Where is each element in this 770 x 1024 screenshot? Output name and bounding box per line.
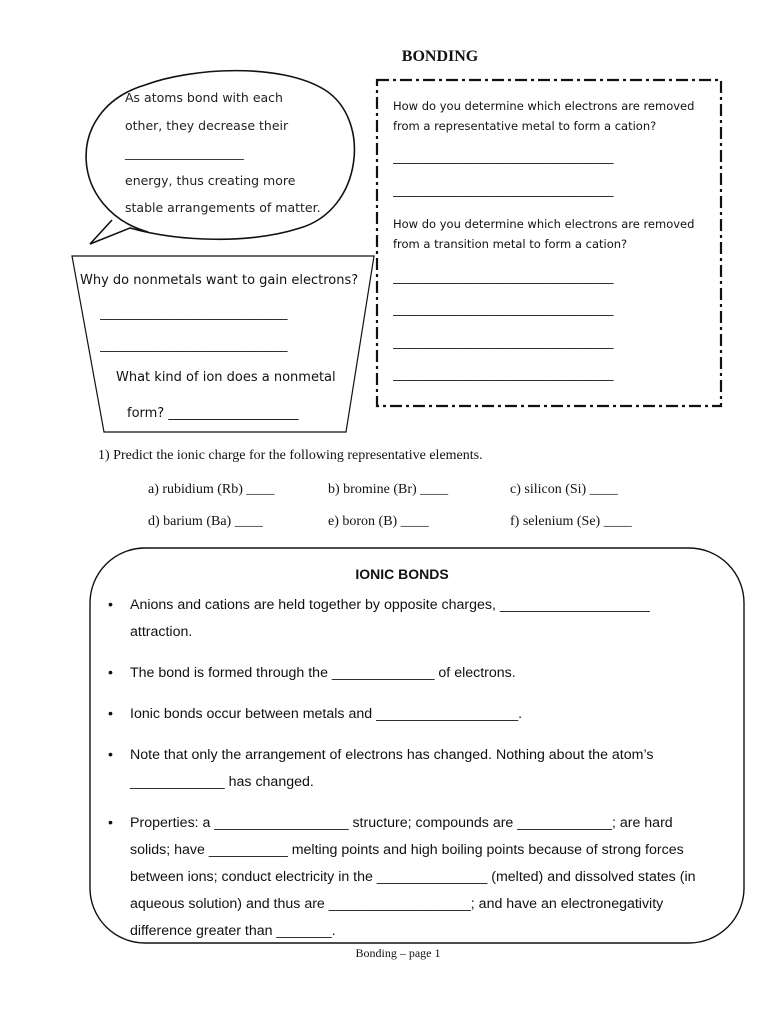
nonmetal-ion-question: What kind of ion does a nonmetal xyxy=(116,370,336,385)
answer-blank[interactable]: ________________________________________ xyxy=(393,302,613,316)
transition-metal-question: How do you determine which electrons are removed from a transition metal to form a cation? xyxy=(393,217,695,251)
bubble-line: energy, thus creating more xyxy=(125,172,296,188)
nonmetal-answer-blank[interactable]: __________________________________ xyxy=(100,306,287,320)
list-item: • Note that only the arrangement of electrons has changed. Nothing about the atom’s ____________ has changed. xyxy=(108,742,708,796)
answer-blank[interactable]: ________________________________________ xyxy=(393,367,613,381)
page-title: BONDING xyxy=(401,48,479,65)
predict-item-barium[interactable]: d) barium (Ba) ____ xyxy=(148,514,263,529)
list-item: • Anions and cations are held together by opposite charges, ___________________ attraction. xyxy=(108,592,708,646)
nonmetal-question: Why do nonmetals want to gain electrons? xyxy=(80,273,359,288)
bubble-line: stable arrangements of matter. xyxy=(125,200,321,215)
ionic-bonds-title: IONIC BONDS xyxy=(355,566,449,582)
predict-item-bromine[interactable]: b) bromine (Br) ____ xyxy=(328,482,449,497)
predict-item-rubidium[interactable]: a) rubidium (Rb) ____ xyxy=(148,482,275,497)
predict-instruction: 1) Predict the ionic charge for the following representative elements. xyxy=(98,448,483,463)
speech-bubble-text xyxy=(125,84,325,222)
answer-blank[interactable]: ________________________________________ xyxy=(393,150,613,164)
answer-blank[interactable]: ________________________________________ xyxy=(393,270,613,284)
list-item: • Properties: a _________________ structure; compounds are ____________; are hard solids; have __________ melting points and high boiling points because of strong forces between ions; conduct electricity in the ______________ (melted) and dissolved states (in aqueous solution) and thus are __________________; and have an electronegativity difference greater than _______. xyxy=(108,810,708,945)
bubble-blank[interactable]: ___________________ xyxy=(125,145,244,160)
bubble-line: other, they decrease their xyxy=(125,117,289,133)
answer-blank[interactable]: ________________________________________ xyxy=(393,183,613,197)
predict-item-selenium[interactable]: f) selenium (Se) ____ xyxy=(510,514,632,529)
list-item: • The bond is formed through the _____________ of electrons. xyxy=(108,660,708,687)
answer-blank[interactable]: ________________________________________ xyxy=(393,335,613,349)
nonmetal-ion-answer[interactable]: form? ____________________ xyxy=(127,406,299,421)
nonmetal-answer-blank[interactable]: __________________________________ xyxy=(100,338,287,352)
predict-item-boron[interactable]: e) boron (B) ____ xyxy=(328,514,429,529)
predict-item-silicon[interactable]: c) silicon (Si) ____ xyxy=(510,482,618,497)
bubble-line: As atoms bond with each xyxy=(125,90,283,105)
representative-metal-question: How do you determine which electrons are removed from a representative metal to form a cation? xyxy=(393,99,695,133)
page-footer: Bonding – page 1 xyxy=(355,946,441,960)
ionic-bonds-list xyxy=(108,592,708,959)
list-item: • Ionic bonds occur between metals and __________________. xyxy=(108,701,708,728)
